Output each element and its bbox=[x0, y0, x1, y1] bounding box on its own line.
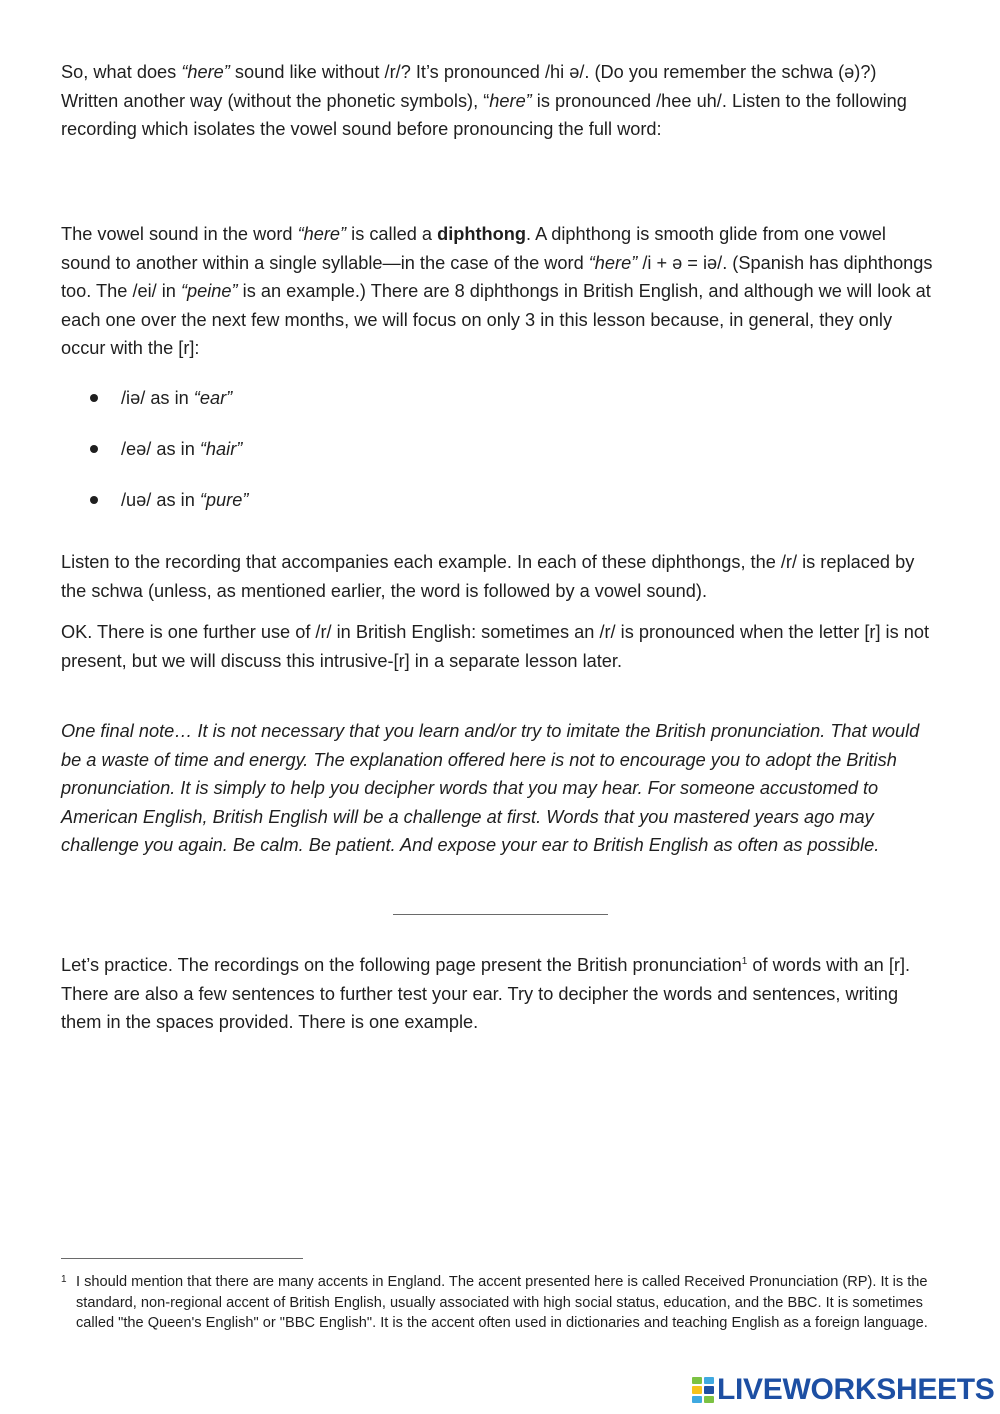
text: . A diphthong is smooth glide from one vowel sound to another within a single syllable—in the case of the word bbox=[61, 224, 886, 273]
paragraph-intro bbox=[61, 58, 933, 144]
paragraph-practice bbox=[61, 951, 933, 1037]
ipa-label: /eə/ as in bbox=[121, 439, 200, 459]
word-here: “here” bbox=[181, 62, 230, 82]
paragraph-listen bbox=[61, 548, 933, 605]
text: sound like without /r/? It’s pronounced /hi ə/. (Do you remember the schwa (ə)?) Written another way (without the phonetic symbols), “ bbox=[61, 62, 877, 111]
bullet-icon bbox=[90, 496, 98, 504]
ipa-label: /iə/ as in bbox=[121, 388, 194, 408]
example-word: “ear” bbox=[193, 388, 233, 408]
liveworksheets-logo bbox=[692, 1374, 995, 1406]
text: is called a bbox=[346, 224, 438, 244]
text: Listen to the recording that accompanies each example. In each of these diphthongs, the /r/ is replaced by the schwa (unless, as mentioned earlier, the word is followed by a vowel sound). bbox=[61, 552, 915, 601]
text: One final note… It is not necessary that you learn and/or try to imitate the British pronunciation. That would be a waste of time and energy. The explanation offered here is not to encourage you to adopt the British pronunciation. It is simply to help you decipher words that you may hear. For someone accustomed to American English, British English will be a challenge at first. Words that you mastered years ago may challenge you again. Be calm. Be patient. And expose your ear to British English as often as possible. bbox=[61, 721, 920, 856]
word-here: “here” bbox=[297, 224, 347, 244]
paragraph-intrusive-r bbox=[61, 618, 933, 675]
text: OK. There is one further use of /r/ in British English: sometimes an /r/ is pronounced when the letter [r] is not present, but we will discuss this intrusive-[r] in a separate lesson later. bbox=[61, 622, 930, 671]
footnote bbox=[61, 1272, 941, 1334]
bullet-icon bbox=[90, 445, 98, 453]
example-word: “hair” bbox=[199, 439, 243, 459]
word-peine: “peine” bbox=[180, 281, 238, 302]
paragraph-diphthong bbox=[61, 220, 933, 363]
bullet-icon bbox=[90, 394, 98, 402]
footnote-separator bbox=[61, 1258, 303, 1259]
text: Let’s practice. The recordings on the following page present the British pronunciation bbox=[61, 955, 742, 975]
text: The vowel sound in the word bbox=[61, 224, 298, 244]
ipa-label: /uə/ as in bbox=[121, 490, 200, 510]
logo-text: LIVEWORKSHEETS bbox=[717, 1372, 995, 1406]
text: of words with an [r]. There are also a few sentences to further test your ear. Try to decipher the words and sentences, writing them in the spaces provided. There is one example. bbox=[61, 955, 911, 1033]
word-here: “here” bbox=[588, 252, 638, 273]
term-diphthong: diphthong bbox=[437, 224, 526, 244]
footnote-mark: 1 bbox=[61, 1274, 67, 1285]
section-divider bbox=[393, 914, 608, 915]
word-here: here” bbox=[489, 90, 532, 111]
text: is pronounced /hee uh/. Listen to the following recording which isolates the vowel sound before pronouncing the full word: bbox=[61, 90, 907, 140]
footnote-text: I should mention that there are many accents in England. The accent presented here is called Received Pronunciation (RP). It is the standard, non-regional accent of British English, usually associated with high social status, education, and the BBC. It is sometimes called "the Queen's English" or "BBC English". It is the accent often used in dictionaries and teaching English as a foreign language. bbox=[76, 1274, 928, 1331]
text: /i + ə = iə/. (Spanish has diphthongs too. The /ei/ in bbox=[61, 252, 933, 302]
logo-icon bbox=[692, 1377, 714, 1403]
text: So, what does bbox=[61, 62, 182, 82]
paragraph-final-note bbox=[61, 717, 933, 860]
example-word: “pure” bbox=[199, 490, 249, 510]
text: is an example.) There are 8 diphthongs in British English, and although we will look at each one over the next few months, we will focus on only 3 in this lesson because, in general, they only occur with the [r]: bbox=[61, 281, 931, 359]
footnote-ref: 1 bbox=[741, 955, 748, 967]
